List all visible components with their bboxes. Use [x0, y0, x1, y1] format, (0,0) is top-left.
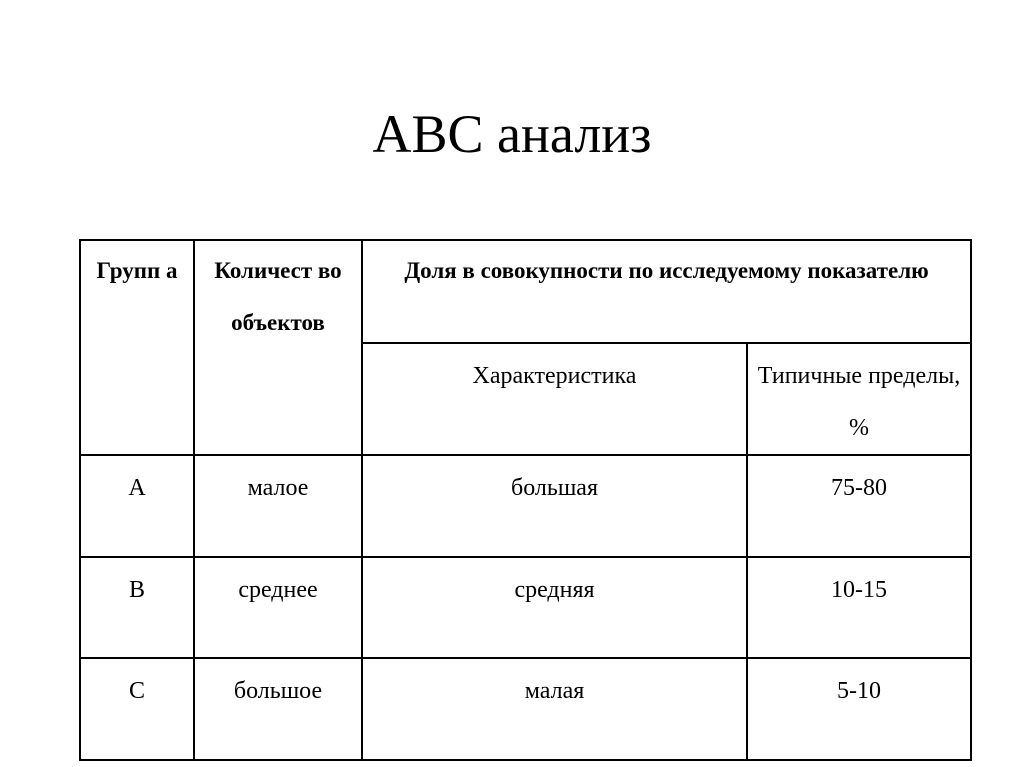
cell-characteristic: средняя: [362, 557, 747, 658]
header-characteristic: Характеристика: [362, 343, 747, 455]
cell-group: C: [80, 658, 194, 760]
cell-group: A: [80, 455, 194, 557]
cell-group: B: [80, 557, 194, 658]
abc-analysis-table: [79, 239, 972, 761]
cell-limits: 10-15: [747, 557, 971, 658]
table-row: [80, 658, 971, 760]
cell-limits: 75-80: [747, 455, 971, 557]
cell-characteristic: малая: [362, 658, 747, 760]
cell-count: большое: [194, 658, 362, 760]
header-group: Групп а: [80, 240, 194, 455]
cell-count: среднее: [194, 557, 362, 658]
table-row: [80, 455, 971, 557]
header-typical-limits: Типичные пределы, %: [747, 343, 971, 455]
table-row: [80, 557, 971, 658]
slide-title: ABC анализ: [372, 104, 652, 164]
cell-characteristic: большая: [362, 455, 747, 557]
header-share: Доля в совокупности по исследуемому показателю: [362, 240, 971, 343]
header-count: Количест во объектов: [194, 240, 362, 455]
cell-count: малое: [194, 455, 362, 557]
cell-limits: 5-10: [747, 658, 971, 760]
